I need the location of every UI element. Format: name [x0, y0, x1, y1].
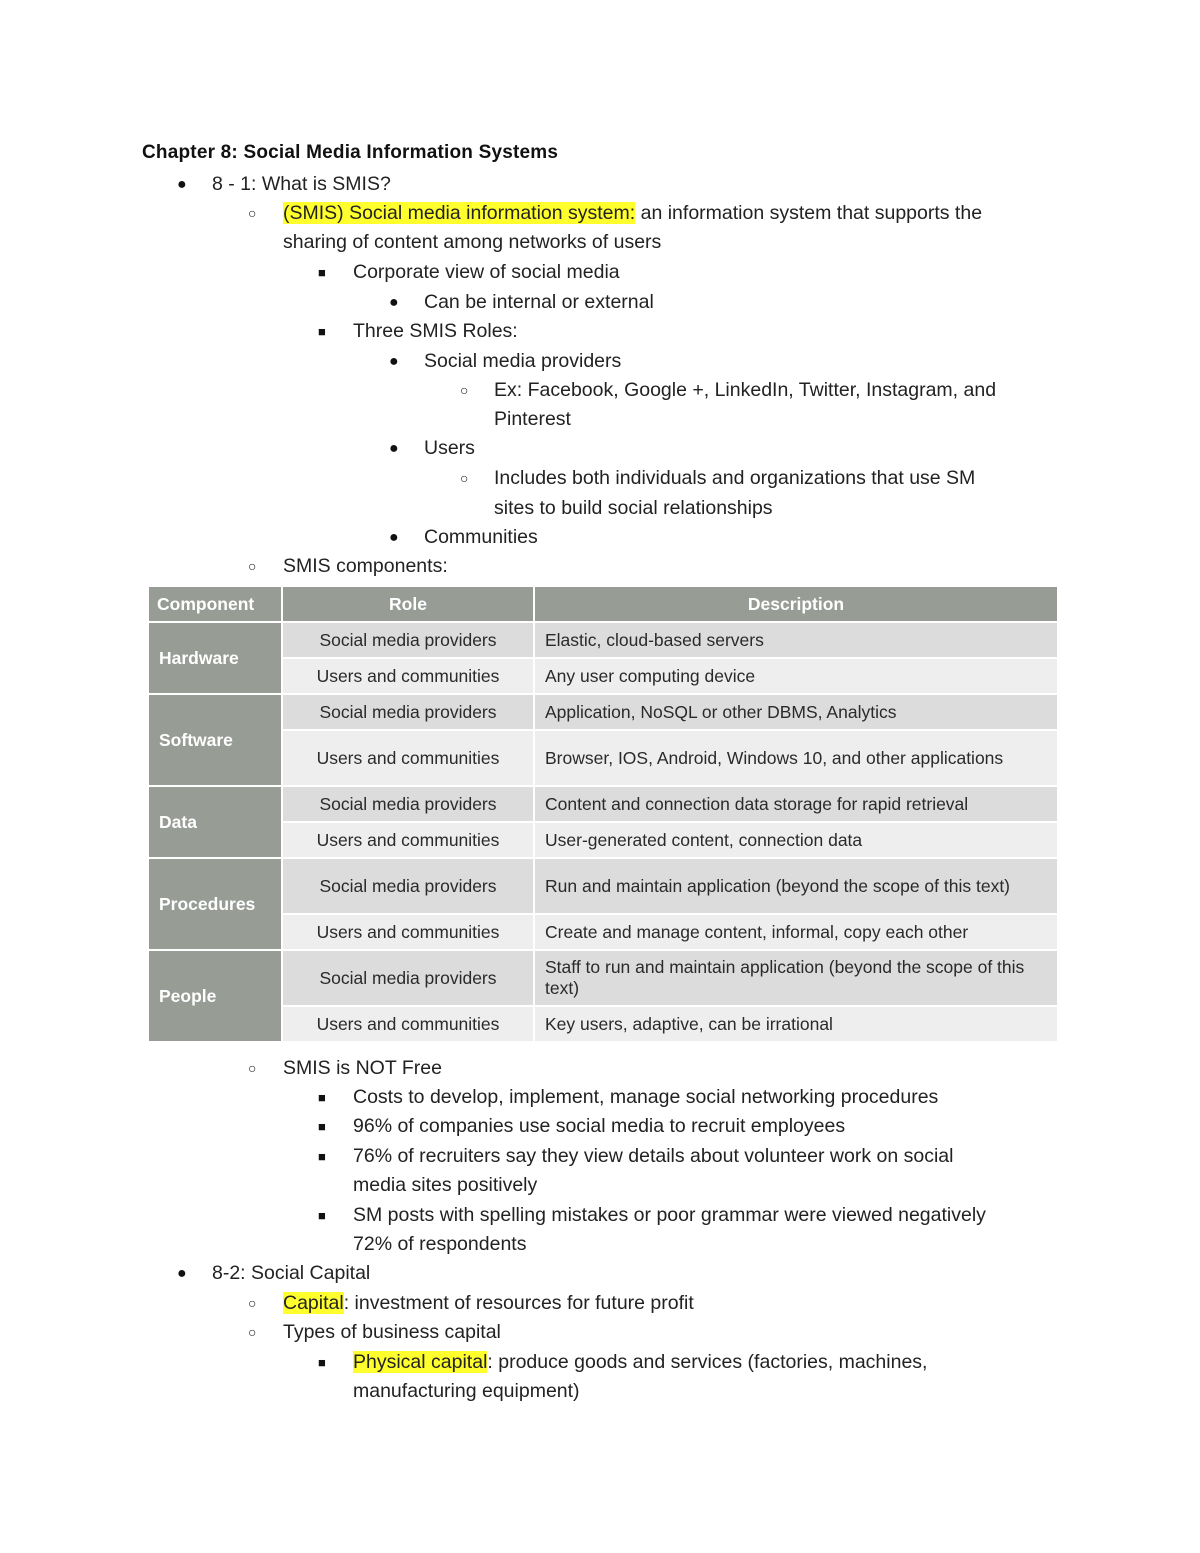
table-row — [148, 786, 1058, 822]
square-bullet-icon: ■ — [318, 324, 326, 339]
table-row — [148, 858, 1058, 914]
section-heading-8-1: 8 - 1: What is SMIS? — [212, 173, 391, 195]
circle-bullet-icon: ○ — [248, 558, 257, 574]
square-bullet-icon: ■ — [318, 1355, 326, 1370]
disc-bullet-icon: ● — [389, 294, 399, 311]
role-cell: Social media providers — [282, 622, 534, 658]
component-cell: Data — [148, 786, 282, 858]
circle-bullet-icon: ○ — [248, 1295, 257, 1311]
role-cell: Users and communities — [282, 1006, 534, 1042]
smis-definition-line1: (SMIS) Social media information system: an information system that supports the — [283, 202, 983, 224]
role-cell: Social media providers — [282, 786, 534, 822]
description-cell: Staff to run and maintain application (beyond the scope of this text) — [534, 950, 1058, 1006]
smis-definition-line2: sharing of content among networks of users — [283, 231, 662, 253]
role-providers-item: Social media providers — [424, 350, 622, 372]
square-bullet-icon: ■ — [318, 1119, 326, 1134]
description-cell: Key users, adaptive, can be irrational — [534, 1006, 1058, 1042]
table-row — [148, 822, 1058, 858]
smis-term-highlight: (SMIS) Social media information system — [283, 202, 630, 224]
table-row — [148, 1006, 1058, 1042]
component-cell: Procedures — [148, 858, 282, 950]
disc-bullet-icon: ● — [177, 176, 187, 193]
component-cell: People — [148, 950, 282, 1042]
table-row — [148, 622, 1058, 658]
description-cell: Any user computing device — [534, 658, 1058, 694]
not-free-item: SMIS is NOT Free — [283, 1057, 442, 1079]
types-of-capital-item: Types of business capital — [283, 1321, 501, 1343]
role-cell: Users and communities — [282, 730, 534, 786]
users-desc-line2: sites to build social relationships — [494, 497, 773, 519]
circle-bullet-icon: ○ — [248, 1060, 257, 1076]
description-cell: Elastic, cloud-based servers — [534, 622, 1058, 658]
corporate-view-item: Corporate view of social media — [353, 261, 620, 283]
smis-components-table — [147, 585, 1059, 1043]
table-header-row — [148, 586, 1058, 622]
disc-bullet-icon: ● — [389, 353, 399, 370]
stat-76-line2: media sites positively — [353, 1174, 538, 1196]
role-cell: Social media providers — [282, 950, 534, 1006]
description-cell: User-generated content, connection data — [534, 822, 1058, 858]
role-cell: Social media providers — [282, 694, 534, 730]
square-bullet-icon: ■ — [318, 1090, 326, 1105]
disc-bullet-icon: ● — [389, 529, 399, 546]
description-cell: Browser, IOS, Android, Windows 10, and other applications — [534, 730, 1058, 786]
circle-bullet-icon: ○ — [460, 470, 469, 486]
capital-term-highlight: Capital — [283, 1292, 344, 1314]
circle-bullet-icon: ○ — [460, 382, 469, 398]
table-row — [148, 694, 1058, 730]
stat-72-line1: SM posts with spelling mistakes or poor grammar were viewed negatively — [353, 1204, 986, 1226]
disc-bullet-icon: ● — [389, 440, 399, 457]
header-component: Component — [148, 586, 282, 622]
internal-external-item: Can be internal or external — [424, 291, 654, 313]
header-role: Role — [282, 586, 534, 622]
circle-bullet-icon: ○ — [248, 1324, 257, 1340]
stat-76-line1: 76% of recruiters say they view details about volunteer work on social — [353, 1145, 954, 1167]
physical-capital-term-highlight: Physical capital — [353, 1351, 488, 1373]
table-row — [148, 658, 1058, 694]
description-cell: Content and connection data storage for rapid retrieval — [534, 786, 1058, 822]
component-cell: Software — [148, 694, 282, 786]
role-cell: Users and communities — [282, 822, 534, 858]
stat-72-line2: 72% of respondents — [353, 1233, 527, 1255]
square-bullet-icon: ■ — [318, 1149, 326, 1164]
role-communities-item: Communities — [424, 526, 538, 548]
role-cell: Users and communities — [282, 914, 534, 950]
physical-capital-line2: manufacturing equipment) — [353, 1380, 580, 1402]
costs-item: Costs to develop, implement, manage social networking procedures — [353, 1086, 939, 1108]
disc-bullet-icon: ● — [177, 1265, 187, 1282]
table-row — [148, 914, 1058, 950]
physical-capital-line1: Physical capital: produce goods and services (factories, machines, — [353, 1351, 928, 1373]
description-cell: Application, NoSQL or other DBMS, Analytics — [534, 694, 1058, 730]
role-cell: Users and communities — [282, 658, 534, 694]
description-cell: Run and maintain application (beyond the scope of this text) — [534, 858, 1058, 914]
role-cell: Social media providers — [282, 858, 534, 914]
circle-bullet-icon: ○ — [248, 205, 257, 221]
three-roles-item: Three SMIS Roles: — [353, 320, 518, 342]
header-description: Description — [534, 586, 1058, 622]
square-bullet-icon: ■ — [318, 265, 326, 280]
table-row — [148, 950, 1058, 1006]
users-desc-line1: Includes both individuals and organizations that use SM — [494, 467, 976, 489]
description-cell: Create and manage content, informal, copy each other — [534, 914, 1058, 950]
table-row — [148, 730, 1058, 786]
components-heading: SMIS components: — [283, 555, 448, 577]
providers-example-line1: Ex: Facebook, Google +, LinkedIn, Twitter, Instagram, and — [494, 379, 997, 401]
square-bullet-icon: ■ — [318, 1208, 326, 1223]
section-heading-8-2: 8-2: Social Capital — [212, 1262, 371, 1284]
chapter-title: Chapter 8: Social Media Information Systems — [142, 142, 559, 163]
providers-example-line2: Pinterest — [494, 408, 571, 430]
component-cell: Hardware — [148, 622, 282, 694]
capital-definition: Capital: investment of resources for future profit — [283, 1292, 694, 1314]
stat-96-item: 96% of companies use social media to recruit employees — [353, 1115, 846, 1137]
role-users-item: Users — [424, 437, 475, 459]
